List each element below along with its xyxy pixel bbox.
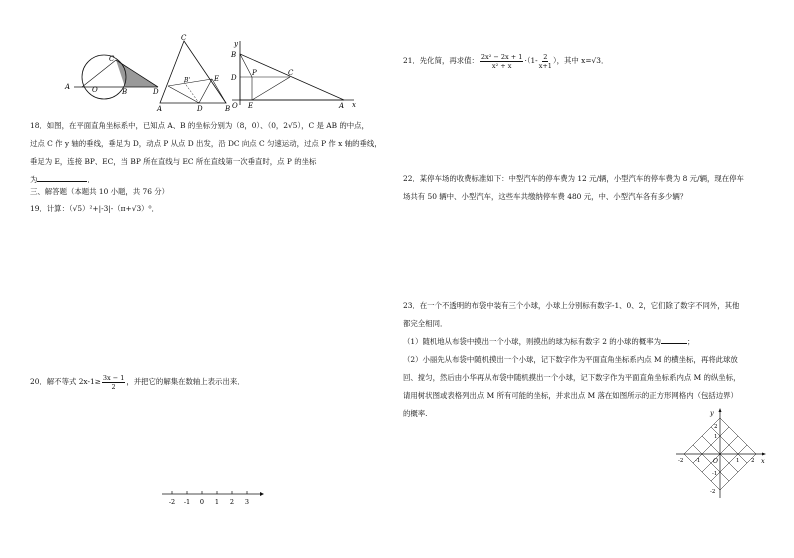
q23-answer-blank[interactable] — [661, 343, 687, 344]
label-c: C — [288, 69, 294, 77]
q23-line1: 23．在一个不透明的布袋中装有三个小球，小球上分别标有数字-1、0、2，它们除了数字不同外，其他 — [403, 301, 740, 310]
label-d: D — [153, 88, 159, 96]
q23-part2-line1: （2）小丽先从布袋中随机摸出一个小球，记下数字作为平面直角坐标系内点 M 的横坐标，再将此球放 — [403, 355, 738, 364]
q23-part1: （1）随机地从布袋中摸出一个小球，则摸出的球为标有数字 2 的小球的概率为 — [403, 337, 661, 346]
q22-line2: 场共有 50 辆中、小型汽车，这些车共缴纳停车费 480 元，中、小型汽车各有多少辆？ — [403, 192, 688, 201]
q23-part2-line4: 的概率. — [403, 409, 428, 418]
question-22 — [403, 170, 744, 206]
line-ec — [252, 77, 290, 100]
number-line-tick-label: 0 — [199, 498, 205, 506]
grid-x-arrow — [762, 453, 766, 456]
label-c: C — [181, 34, 187, 42]
number-line-tick-label: -1 — [183, 498, 191, 506]
number-line-tick-label: 3 — [244, 498, 250, 506]
grid-label-y: y — [710, 409, 714, 417]
number-line-tick-label: 1 — [214, 498, 220, 506]
q21-fraction-1: $\frac{\text{2x² − 2x + 1}}{\text{x² + x}}$ — [480, 52, 523, 70]
q23-part2-line2: 回、搅匀，然后由小华再从布袋中随机摸出一个小球，记下数字作为平面直角坐标系内点 M 的纵坐标， — [403, 373, 741, 382]
q18-line1: 18．如图，在平面直角坐标系中，已知点 A、B 的坐标分别为（8，0）、（0，2 — [30, 121, 289, 130]
grid-label-x: x — [761, 457, 765, 465]
label-a: A — [339, 102, 345, 110]
label-c: C — [109, 55, 115, 63]
label-d: D — [231, 74, 237, 82]
q18-line3: 垂足为 E，连接 BP、EC，当 BP 所在直线与 EC 所在直线第一次垂直时，点 P 的坐标 — [30, 157, 317, 166]
label-p: P — [252, 69, 257, 77]
question-20 — [30, 373, 245, 391]
label-b: B — [225, 105, 231, 113]
section-3-heading: 三、解答题（本题共 10 小题，共 76 分） — [30, 187, 170, 196]
grid-label-y1: 1 — [714, 434, 718, 440]
question-23 — [403, 297, 740, 423]
q20-fraction: $\frac{3x - 1}{2}$ — [102, 373, 125, 391]
line-da — [168, 86, 199, 103]
grid-label-y2: 2 — [714, 424, 718, 430]
coordinate-figure — [226, 37, 360, 111]
q18-line2: 过点 C 作 y 轴的垂线，垂足为 D，动点 P 从点 D 出发，沿 DC 向点 C 匀速运动，过点 P 作 x 轴的垂线， — [30, 139, 382, 148]
label-b: B — [122, 88, 128, 96]
line-de — [199, 79, 212, 103]
label-b: B — [231, 51, 237, 59]
label-o: O — [232, 102, 238, 110]
q20-prefix: 20．解不等式 2x-1≥ — [30, 377, 101, 386]
number-line-tick-label: 2 — [229, 498, 235, 506]
grid-label-o: O — [713, 458, 718, 465]
square-grid-figure — [672, 406, 768, 502]
label-e: E — [214, 75, 220, 83]
q18-line4-end: ． — [87, 175, 95, 184]
grid-label-xm2: -2 — [678, 458, 684, 464]
line-bp — [240, 54, 252, 77]
grid-label-xm1: -1 — [695, 458, 701, 464]
label-y: y — [234, 40, 238, 48]
triangle-abc — [160, 41, 226, 103]
q21-fraction-2: $\frac{2}{x+1}$ — [538, 52, 552, 70]
circle-o — [82, 55, 126, 99]
q21-suffix: ），其中 x= — [552, 56, 592, 65]
number-line-arrow — [260, 492, 264, 496]
circle-tangent-figure — [62, 50, 166, 100]
label-a: A — [157, 105, 163, 113]
q21-prefix: 21．先化简，再求值： — [403, 56, 479, 65]
label-x: x — [352, 101, 356, 109]
q18-line1-end: ），C 是 AB 的中点， — [297, 121, 369, 130]
q21-mid: ·（1- — [524, 56, 538, 65]
q21-x-value: √3 — [591, 56, 601, 65]
q18-answer-blank[interactable] — [37, 181, 87, 182]
triangle-figure — [154, 31, 237, 113]
q23-part2-line3: 请用树状图或表格列出点 M 所有可能的坐标，并求出点 M 落在如图所示的正方形网格内（包括边界） — [403, 391, 738, 400]
number-line-tick-label: -2 — [168, 498, 176, 506]
line-dashed — [184, 82, 199, 103]
grid-label-ym1: -1 — [712, 471, 718, 477]
q23-line2: 都完全相同． — [403, 319, 448, 328]
q20-suffix: ，并把它的解集在数轴上表示出来． — [126, 377, 245, 386]
question-19: 19．计算：（√5）²+|-3|-（π+√3）⁰． — [30, 204, 159, 213]
grid-label-x2: 2 — [751, 458, 755, 464]
q22-line1: 22．某停车场的收费标准如下：中型汽车的停车费为 12 元/辆，小型汽车的停车费为 8 元/辆，现在停车 — [403, 174, 744, 183]
question-18 — [30, 117, 382, 189]
q21-end: ． — [600, 56, 609, 65]
chord-ac — [82, 60, 116, 87]
q18-sqrt5: √5 — [288, 121, 298, 130]
grid-label-ym2: -2 — [710, 489, 716, 495]
question-21 — [403, 52, 608, 70]
label-o: O — [92, 86, 98, 94]
label-b-prime: B' — [184, 77, 191, 84]
q18-line4: 为 — [30, 175, 38, 184]
label-a: A — [65, 83, 71, 91]
number-line — [158, 486, 264, 508]
grid-label-x1: 1 — [736, 458, 740, 464]
grid-y-arrow — [719, 408, 722, 412]
label-d: D — [197, 105, 203, 113]
q23-part1-end: ； — [687, 337, 695, 346]
label-e: E — [248, 102, 254, 110]
